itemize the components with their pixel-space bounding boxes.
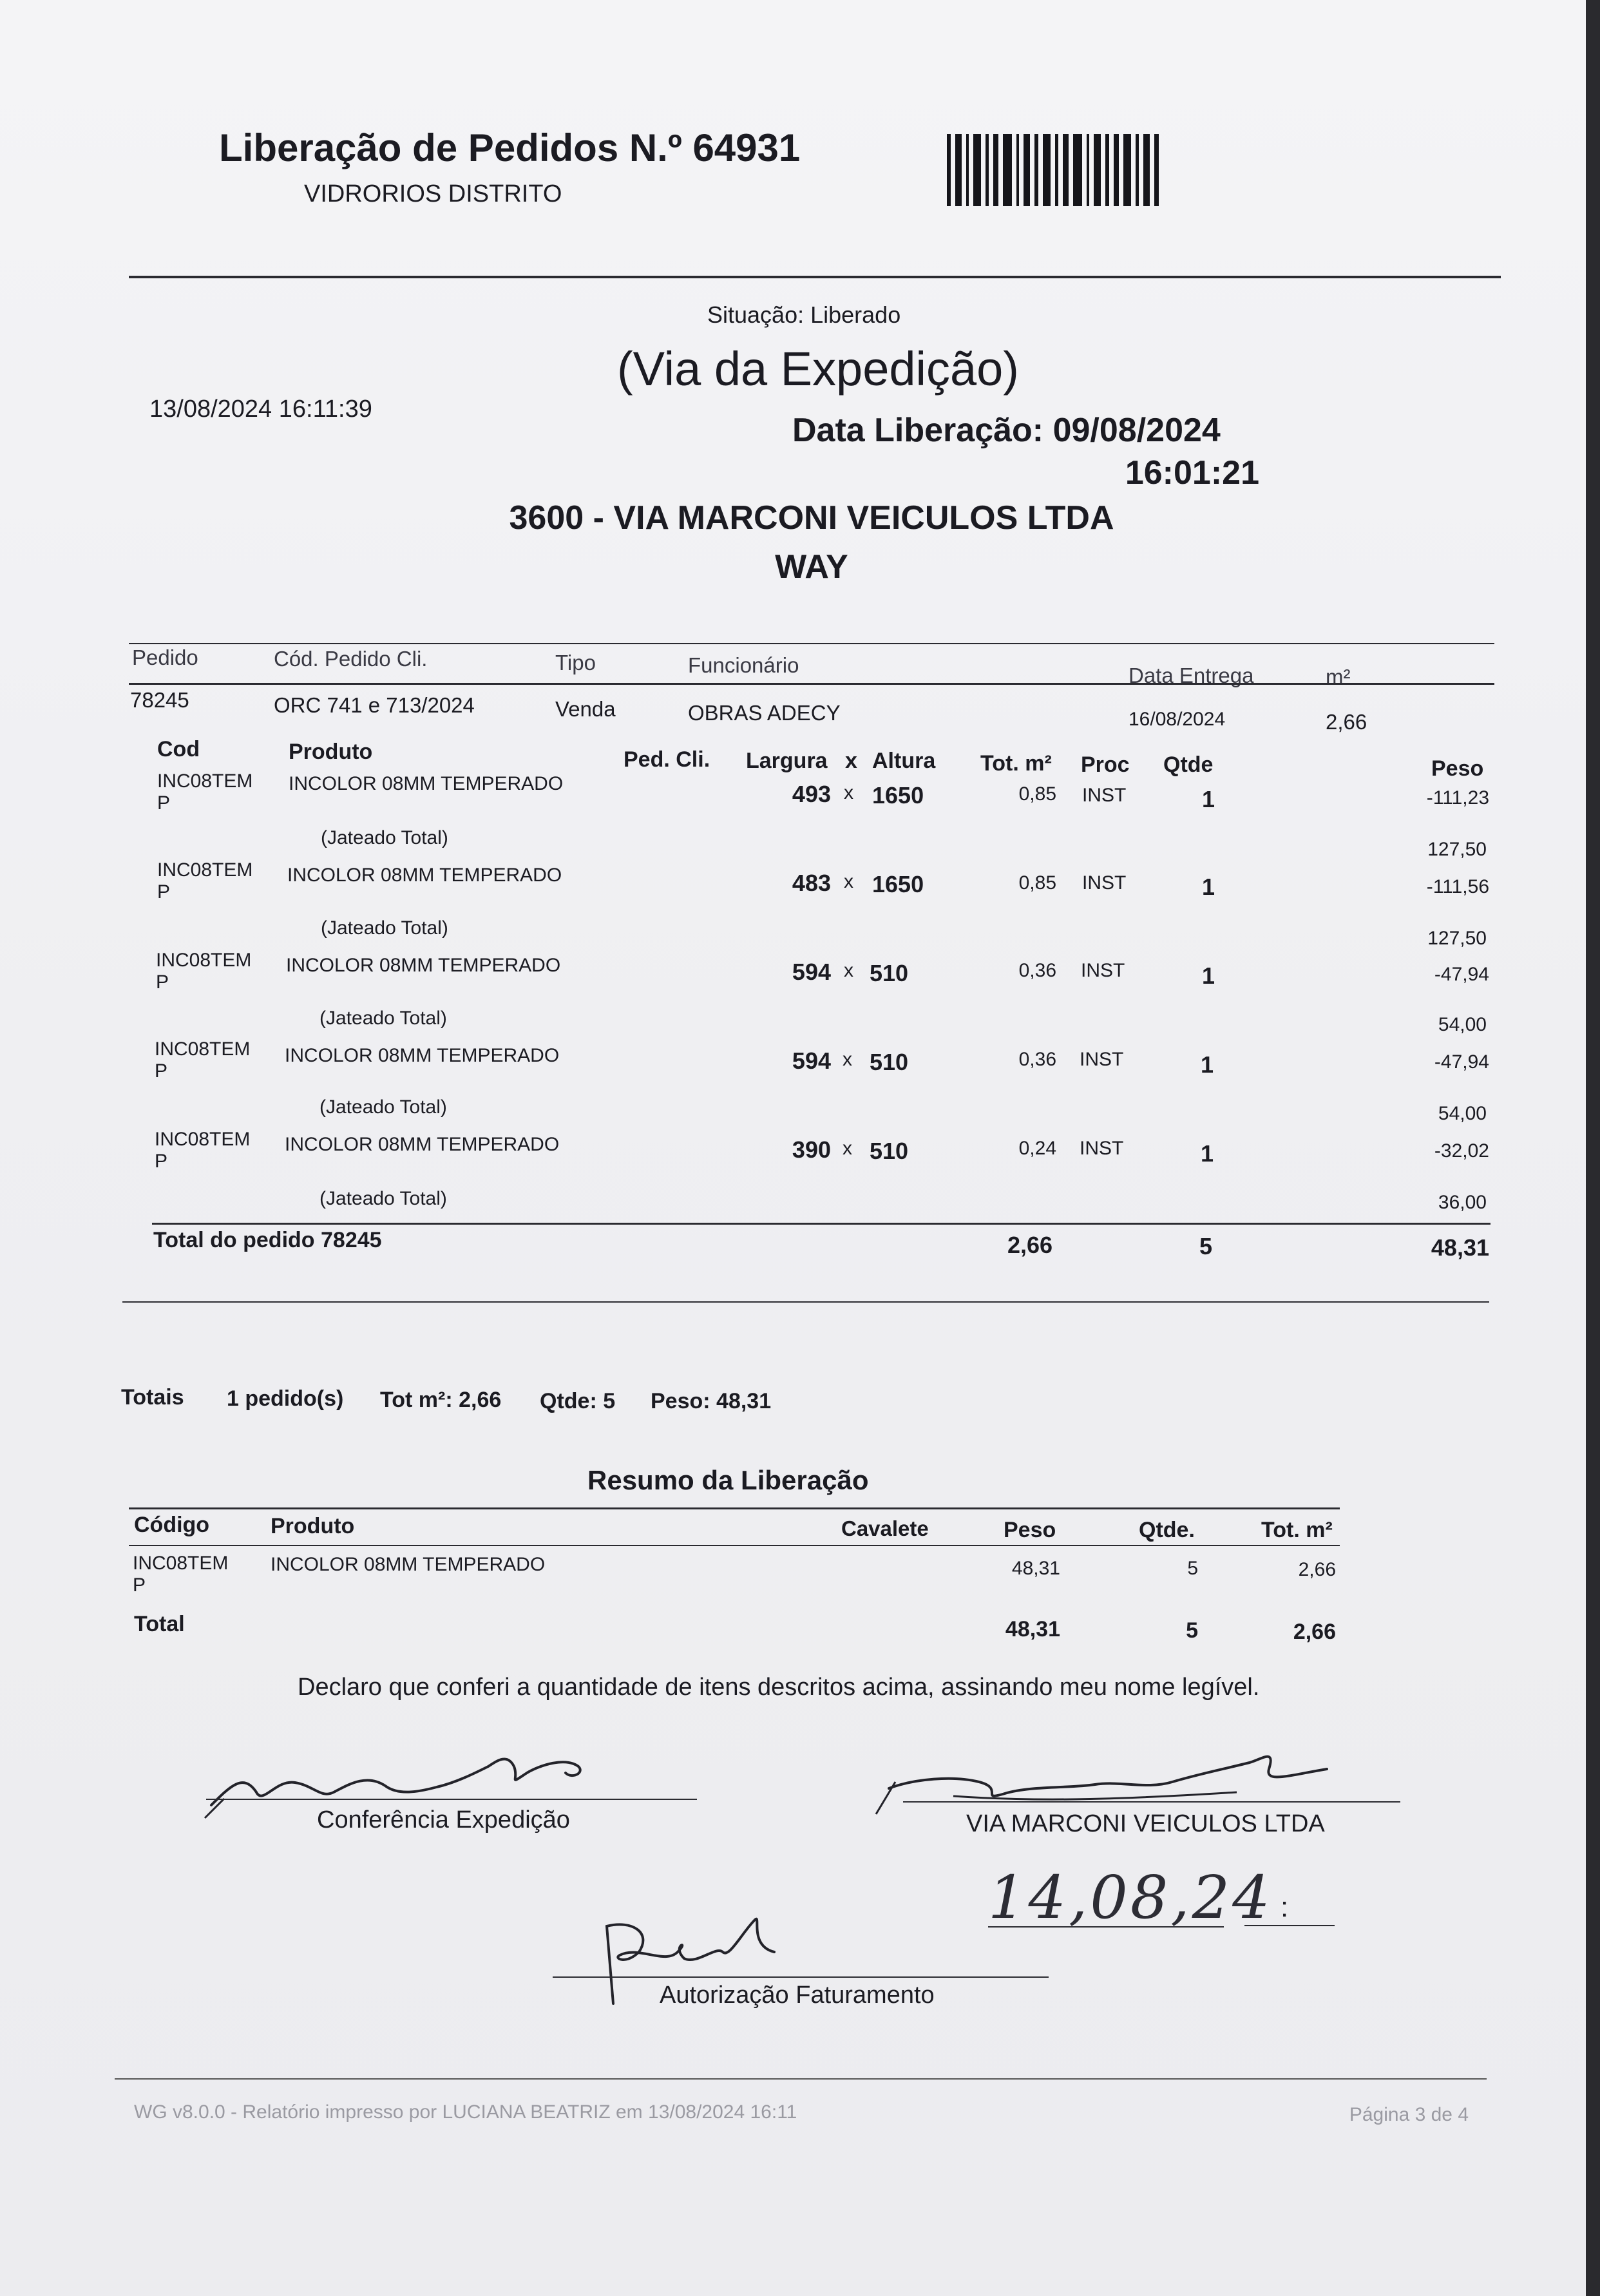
- order-total-peso: 48,31: [1431, 1234, 1489, 1261]
- client-subname: WAY: [775, 548, 848, 586]
- summary-col-tot-m2: Tot. m²: [1261, 1518, 1333, 1542]
- item-peso: -47,94: [1434, 1051, 1489, 1073]
- item-finish: (Jateado Total): [321, 917, 448, 939]
- summary-total-tot-m2: 2,66: [1293, 1620, 1336, 1644]
- summary-total-peso: 48,31: [1005, 1617, 1060, 1641]
- item-largura: 483: [792, 870, 831, 896]
- item-proc: INST: [1081, 960, 1125, 981]
- label-cod-cli: Cód. Pedido Cli.: [274, 647, 428, 671]
- totals-peso: Peso: 48,31: [651, 1389, 772, 1413]
- signature-label-autorizacao: Autorização Faturamento: [660, 1982, 935, 2009]
- item-tot-m2: 0,36: [1018, 960, 1056, 981]
- label-funcionario: Funcionário: [688, 653, 799, 677]
- col-proc: Proc: [1081, 752, 1130, 777]
- item-finish: (Jateado Total): [321, 827, 448, 848]
- item-altura: 1650: [872, 871, 924, 897]
- item-cod: INC08TEM: [156, 950, 252, 971]
- item-largura: 390: [792, 1136, 831, 1163]
- date-underline: [988, 1926, 1224, 1928]
- item-x: x: [844, 782, 853, 803]
- totals-label: Totais: [121, 1385, 184, 1410]
- item-peso: -47,94: [1434, 964, 1489, 985]
- item-finish: (Jateado Total): [319, 1096, 447, 1118]
- item-qtde: 1: [1202, 786, 1215, 812]
- summary-row-cod-suffix: P: [133, 1574, 146, 1596]
- item-peso: -32,02: [1434, 1140, 1489, 1162]
- order-total-m2: 2,66: [1007, 1232, 1053, 1258]
- label-m2: m²: [1326, 665, 1351, 689]
- item-qtde: 1: [1201, 1051, 1214, 1078]
- summary-row-qtde: 5: [1187, 1558, 1198, 1579]
- item-cod-suffix: P: [157, 792, 171, 814]
- item-peso-secondary: 36,00: [1438, 1192, 1487, 1213]
- item-qtde: 1: [1202, 962, 1215, 989]
- signature-line-cliente: [903, 1801, 1400, 1803]
- col-largura: Largura: [746, 749, 828, 773]
- order-data-entrega: 16/08/2024: [1129, 709, 1226, 730]
- signature-cliente: [876, 1743, 1366, 1821]
- time-blank: :: [1281, 1891, 1289, 1923]
- item-tot-m2: 0,36: [1018, 1049, 1056, 1070]
- col-x: x: [845, 749, 857, 773]
- item-proc: INST: [1080, 1049, 1124, 1070]
- col-cod: Cod: [157, 737, 200, 761]
- item-cod: INC08TEM: [157, 859, 253, 881]
- section-divider: [122, 1301, 1489, 1303]
- col-qtde: Qtde: [1163, 752, 1214, 777]
- order-total-qtde: 5: [1199, 1233, 1213, 1259]
- item-x: x: [844, 871, 853, 892]
- summary-col-qtde: Qtde.: [1139, 1518, 1195, 1542]
- totals-pedidos: 1 pedido(s): [227, 1386, 344, 1411]
- item-qtde: 1: [1202, 874, 1215, 900]
- summary-row-tot-m2: 2,66: [1298, 1559, 1336, 1580]
- release-date: Data Liberação: 09/08/2024: [792, 412, 1221, 449]
- declaration-text: Declaro que conferi a quantidade de itens descritos acima, assinando meu nome legível.: [298, 1674, 1260, 1701]
- item-proc: INST: [1082, 872, 1127, 894]
- signature-line-conferencia: [206, 1799, 697, 1800]
- status-text: Situação: Liberado: [707, 301, 901, 328]
- item-altura: 510: [870, 1049, 909, 1075]
- print-datetime: 13/08/2024 16:11:39: [149, 396, 372, 423]
- handwritten-date: 14,08,24: [988, 1863, 1273, 1932]
- summary-col-codigo: Código: [134, 1513, 210, 1537]
- summary-row-produto: INCOLOR 08MM TEMPERADO: [271, 1554, 546, 1575]
- item-largura: 594: [792, 1048, 831, 1074]
- summary-row-cod: INC08TEM: [133, 1553, 229, 1574]
- item-tot-m2: 0,24: [1018, 1138, 1056, 1159]
- summary-total-label: Total: [134, 1612, 185, 1636]
- summary-row-peso: 48,31: [1011, 1558, 1060, 1579]
- summary-title: Resumo da Liberação: [587, 1465, 869, 1495]
- col-peso: Peso: [1431, 756, 1484, 781]
- item-largura: 493: [792, 781, 831, 807]
- order-funcionario: OBRAS ADECY: [688, 701, 841, 725]
- item-produto: INCOLOR 08MM TEMPERADO: [285, 1134, 560, 1155]
- order-pedido: 78245: [130, 688, 189, 712]
- item-altura: 1650: [872, 782, 924, 808]
- order-header-bottom-line: [129, 683, 1494, 685]
- label-tipo: Tipo: [555, 651, 596, 674]
- item-cod: INC08TEM: [155, 1129, 251, 1150]
- summary-total-qtde: 5: [1186, 1618, 1198, 1643]
- signature-line-autorizacao: [553, 1976, 1049, 1978]
- col-produto: Produto: [289, 740, 373, 764]
- item-peso-secondary: 54,00: [1438, 1103, 1487, 1124]
- release-time: 16:01:21: [1125, 454, 1259, 492]
- client-name: 3600 - VIA MARCONI VEICULOS LTDA: [509, 499, 1114, 537]
- item-cod-suffix: P: [155, 1060, 168, 1082]
- time-underline: [1244, 1925, 1335, 1926]
- document-title: Liberação de Pedidos N.º 64931: [219, 126, 801, 169]
- col-tot-m2: Tot. m²: [980, 751, 1052, 776]
- item-peso-secondary: 127,50: [1427, 928, 1487, 949]
- item-largura: 594: [792, 959, 831, 985]
- item-altura: 510: [870, 1138, 909, 1164]
- item-cod: INC08TEM: [157, 770, 253, 792]
- item-x: x: [844, 960, 853, 981]
- order-tipo: Venda: [555, 697, 616, 721]
- footer-page-number: Página 3 de 4: [1349, 2104, 1469, 2125]
- item-produto: INCOLOR 08MM TEMPERADO: [286, 955, 561, 976]
- item-altura: 510: [870, 960, 909, 986]
- col-altura: Altura: [872, 749, 936, 773]
- footer-divider: [115, 2078, 1487, 2080]
- item-tot-m2: 0,85: [1018, 872, 1056, 894]
- item-tot-m2: 0,85: [1018, 783, 1056, 805]
- label-data-entrega: Data Entrega: [1129, 664, 1254, 687]
- item-cod-suffix: P: [157, 881, 171, 903]
- totals-qtde: Qtde: 5: [540, 1389, 616, 1413]
- signature-label-cliente: VIA MARCONI VEICULOS LTDA: [966, 1810, 1325, 1837]
- item-finish: (Jateado Total): [319, 1008, 447, 1029]
- item-peso-secondary: 127,50: [1427, 839, 1487, 860]
- item-x: x: [843, 1138, 852, 1159]
- item-peso-secondary: 54,00: [1438, 1014, 1487, 1035]
- item-cod-suffix: P: [156, 971, 169, 993]
- col-ped-cli: Ped. Cli.: [624, 747, 710, 772]
- item-finish: (Jateado Total): [319, 1188, 447, 1209]
- summary-col-produto: Produto: [271, 1514, 355, 1538]
- barcode: [947, 134, 1186, 206]
- copy-label: (Via da Expedição): [617, 342, 1019, 396]
- order-header-top-line: [129, 643, 1494, 644]
- label-pedido: Pedido: [132, 646, 198, 669]
- item-cod-suffix: P: [155, 1151, 168, 1172]
- item-peso: -111,56: [1426, 876, 1489, 897]
- summary-header-line: [129, 1545, 1340, 1546]
- item-produto: INCOLOR 08MM TEMPERADO: [285, 1045, 560, 1066]
- order-total-label: Total do pedido 78245: [153, 1228, 382, 1252]
- totals-m2: Tot m²: 2,66: [380, 1388, 502, 1412]
- item-proc: INST: [1080, 1138, 1124, 1159]
- item-produto: INCOLOR 08MM TEMPERADO: [289, 773, 564, 794]
- footer-print-info: WG v8.0.0 - Relatório impresso por LUCIANA BEATRIZ em 13/08/2024 16:11: [134, 2101, 797, 2123]
- summary-col-peso: Peso: [1004, 1518, 1056, 1542]
- item-cod: INC08TEM: [155, 1038, 251, 1060]
- order-m2: 2,66: [1326, 710, 1367, 734]
- item-x: x: [843, 1049, 852, 1070]
- signature-label-conferencia: Conferência Expedição: [317, 1806, 570, 1833]
- item-proc: INST: [1082, 785, 1127, 806]
- company-name: VIDRORIOS DISTRITO: [304, 180, 562, 207]
- summary-top-line: [129, 1507, 1340, 1509]
- header-divider: [129, 276, 1501, 278]
- summary-col-cavalete: Cavalete: [841, 1516, 929, 1540]
- order-total-line: [152, 1223, 1490, 1225]
- item-qtde: 1: [1201, 1140, 1214, 1167]
- order-cod-cli: ORC 741 e 713/2024: [274, 693, 475, 717]
- item-produto: INCOLOR 08MM TEMPERADO: [287, 865, 562, 886]
- item-peso: -111,23: [1426, 787, 1489, 808]
